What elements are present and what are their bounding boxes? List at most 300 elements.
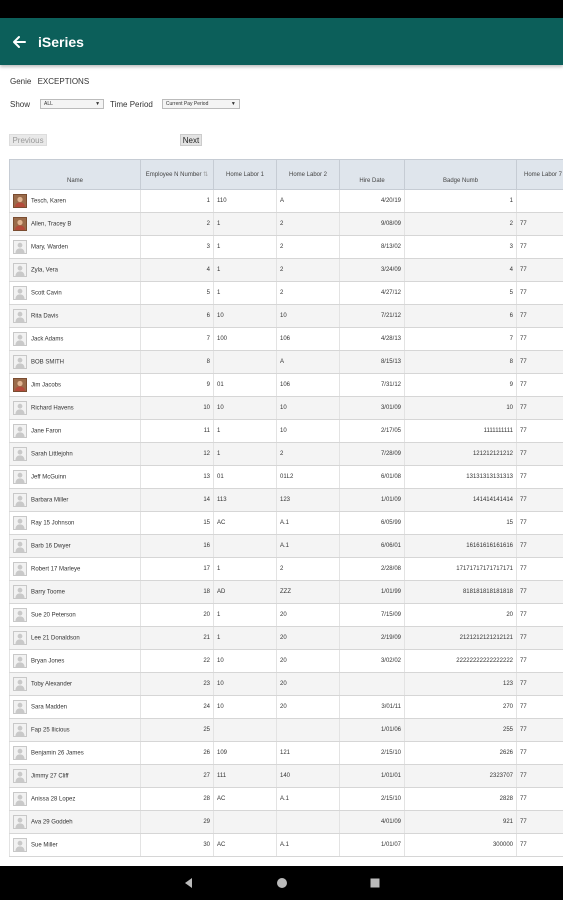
cell-name [10, 535, 141, 558]
employee-name: Mary, Warden [31, 244, 69, 251]
cell-hire-date: 1/01/01 [340, 765, 405, 788]
cell-employee-number: 18 [141, 581, 214, 604]
cell-home-labor-7: 77 [517, 374, 563, 397]
cell-home-labor-7: 77 [517, 627, 563, 650]
cell-hire-date: 7/21/12 [340, 305, 405, 328]
cell-name [10, 834, 141, 857]
cell-name [10, 581, 141, 604]
employee-name: Lee 21 Donaldson [31, 635, 80, 642]
cell-name [10, 512, 141, 535]
cell-name [10, 788, 141, 811]
person-placeholder-icon [13, 447, 27, 461]
cell-hire-date: 2/15/10 [340, 788, 405, 811]
person-placeholder-icon [13, 286, 27, 300]
cell-badge-number: 10 [405, 397, 517, 420]
cell-home-labor-1 [214, 351, 277, 374]
cell-employee-number: 11 [141, 420, 214, 443]
cell-badge-number: 17171717171717171 [405, 558, 517, 581]
person-placeholder-icon [13, 424, 27, 438]
cell-hire-date: 7/28/09 [340, 443, 405, 466]
cell-name [10, 811, 141, 834]
cell-home-labor-7: 77 [517, 397, 563, 420]
cell-employee-number: 4 [141, 259, 214, 282]
cell-home-labor-2: 10 [277, 420, 340, 443]
cell-home-labor-2: 2 [277, 259, 340, 282]
cell-home-labor-1: 110 [214, 190, 277, 213]
time-period-label: Time Period [110, 99, 153, 109]
cell-hire-date: 3/24/09 [340, 259, 405, 282]
cell-hire-date: 3/02/02 [340, 650, 405, 673]
cell-home-labor-7: 77 [517, 673, 563, 696]
person-placeholder-icon [13, 700, 27, 714]
table-row[interactable] [10, 236, 563, 259]
cell-employee-number: 21 [141, 627, 214, 650]
employee-name: Jim Jacobs [31, 382, 62, 389]
app-title: iSeries [38, 33, 84, 50]
cell-home-labor-7: 77 [517, 328, 563, 351]
cell-home-labor-2: 10 [277, 397, 340, 420]
employee-name: Toby Alexander [31, 681, 73, 688]
cell-home-labor-2: 121 [277, 742, 340, 765]
table-row[interactable] [10, 673, 563, 696]
cell-home-labor-1: 1 [214, 558, 277, 581]
cell-home-labor-7: 77 [517, 236, 563, 259]
cell-home-labor-1 [214, 719, 277, 742]
cell-home-labor-2 [277, 811, 340, 834]
cell-badge-number: 4 [405, 259, 517, 282]
cell-name [10, 604, 141, 627]
cell-badge-number: 141414141414 [405, 489, 517, 512]
person-placeholder-icon [13, 585, 27, 599]
cell-name [10, 305, 141, 328]
person-placeholder-icon [13, 631, 27, 645]
employee-name: Barry Toome [31, 589, 65, 596]
table-row[interactable] [10, 420, 563, 443]
employee-name: Bryan Jones [31, 658, 65, 665]
cell-badge-number: 921 [405, 811, 517, 834]
column-header-hire-date[interactable]: Hire Date [340, 160, 405, 190]
cell-home-labor-7: 77 [517, 650, 563, 673]
person-placeholder-icon [13, 240, 27, 254]
cell-name [10, 719, 141, 742]
cell-employee-number: 22 [141, 650, 214, 673]
employee-name: Sue 20 Peterson [31, 612, 76, 619]
employee-name: Ava 29 Goddeh [31, 819, 73, 826]
person-placeholder-icon [13, 332, 27, 346]
table-row[interactable] [10, 604, 563, 627]
show-select[interactable] [40, 99, 104, 109]
cell-home-labor-7: 77 [517, 834, 563, 857]
cell-home-labor-1: 1 [214, 213, 277, 236]
cell-home-labor-2: 2 [277, 236, 340, 259]
nav-home-icon[interactable] [235, 877, 328, 889]
cell-badge-number: 818181818181818 [405, 581, 517, 604]
cell-home-labor-7: 77 [517, 213, 563, 236]
table-row[interactable] [10, 765, 563, 788]
cell-hire-date: 4/20/19 [340, 190, 405, 213]
column-header-home-labor-2[interactable]: Home Labor 2 [277, 160, 340, 190]
cell-home-labor-7: 77 [517, 719, 563, 742]
status-bar [0, 0, 563, 18]
table-row[interactable] [10, 627, 563, 650]
cell-badge-number: 255 [405, 719, 517, 742]
cell-home-labor-7: 77 [517, 765, 563, 788]
table-row[interactable] [10, 443, 563, 466]
system-nav-bar [0, 866, 563, 900]
cell-home-labor-1: 1 [214, 420, 277, 443]
cell-home-labor-7: 77 [517, 811, 563, 834]
cell-home-labor-1: 1 [214, 627, 277, 650]
employee-table [9, 159, 563, 857]
employee-name: Ray 15 Johnson [31, 520, 75, 527]
column-header-name[interactable]: Name [10, 160, 141, 190]
cell-badge-number: 15 [405, 512, 517, 535]
cell-employee-number: 24 [141, 696, 214, 719]
back-arrow-icon[interactable] [4, 27, 34, 57]
table-row[interactable] [10, 581, 563, 604]
employee-name: Anissa 28 Lopez [31, 796, 76, 803]
cell-employee-number: 13 [141, 466, 214, 489]
cell-home-labor-1: AC [214, 834, 277, 857]
cell-home-labor-1: AC [214, 512, 277, 535]
cell-hire-date: 9/08/09 [340, 213, 405, 236]
cell-home-labor-1 [214, 811, 277, 834]
nav-recents-icon[interactable] [328, 877, 421, 889]
cell-badge-number: 22222222222222222 [405, 650, 517, 673]
cell-hire-date: 7/15/09 [340, 604, 405, 627]
employee-photo [13, 194, 27, 208]
cell-employee-number: 1 [141, 190, 214, 213]
cell-home-labor-1: 1 [214, 259, 277, 282]
employee-table-container[interactable] [9, 159, 563, 865]
person-placeholder-icon [13, 355, 27, 369]
cell-home-labor-2: 20 [277, 650, 340, 673]
employee-name: Barbara Miller [31, 497, 69, 504]
person-placeholder-icon [13, 746, 27, 760]
cell-badge-number: 2 [405, 213, 517, 236]
table-row[interactable] [10, 351, 563, 374]
person-placeholder-icon [13, 792, 27, 806]
chevron-down-icon: ▼ [95, 101, 101, 107]
cell-badge-number: 2626 [405, 742, 517, 765]
cell-name [10, 213, 141, 236]
person-placeholder-icon [13, 309, 27, 323]
cell-badge-number: 13131313131313 [405, 466, 517, 489]
cell-home-labor-2: 20 [277, 696, 340, 719]
table-row[interactable] [10, 811, 563, 834]
cell-badge-number: 9 [405, 374, 517, 397]
employee-name: Tesch, Karen [31, 198, 67, 205]
person-placeholder-icon [13, 838, 27, 852]
cell-home-labor-7: 77 [517, 788, 563, 811]
cell-home-labor-7: 77 [517, 696, 563, 719]
cell-home-labor-1: 100 [214, 328, 277, 351]
cell-home-labor-7: 77 [517, 282, 563, 305]
cell-home-labor-1: 10 [214, 696, 277, 719]
cell-employee-number: 23 [141, 673, 214, 696]
table-row[interactable] [10, 535, 563, 558]
cell-employee-number: 29 [141, 811, 214, 834]
cell-home-labor-1: AD [214, 581, 277, 604]
person-placeholder-icon [13, 815, 27, 829]
person-placeholder-icon [13, 562, 27, 576]
employee-photo [13, 217, 27, 231]
cell-employee-number: 20 [141, 604, 214, 627]
time-period-select-value: Current Pay Period [165, 101, 209, 107]
person-placeholder-icon [13, 769, 27, 783]
table-row[interactable] [10, 328, 563, 351]
cell-badge-number: 121212121212 [405, 443, 517, 466]
filter-bar [10, 99, 240, 109]
cell-name [10, 696, 141, 719]
cell-employee-number: 7 [141, 328, 214, 351]
cell-home-labor-7: 77 [517, 443, 563, 466]
cell-hire-date: 2/15/10 [340, 742, 405, 765]
employee-name: Scott Cavin [31, 290, 62, 297]
cell-home-labor-1: 10 [214, 650, 277, 673]
cell-home-labor-2: A [277, 190, 340, 213]
column-header-badge-number[interactable]: Badge Numb [405, 160, 517, 190]
cell-badge-number: 270 [405, 696, 517, 719]
cell-name [10, 259, 141, 282]
cell-employee-number: 27 [141, 765, 214, 788]
person-placeholder-icon [13, 470, 27, 484]
employee-name: Sara Madden [31, 704, 68, 711]
cell-home-labor-2: 01L2 [277, 466, 340, 489]
cell-home-labor-2: 2 [277, 443, 340, 466]
person-placeholder-icon [13, 263, 27, 277]
employee-name: Barb 16 Dwyer [31, 543, 71, 550]
table-row[interactable] [10, 466, 563, 489]
cell-hire-date: 1/01/09 [340, 489, 405, 512]
cell-home-labor-2: A.1 [277, 512, 340, 535]
cell-home-labor-7: 77 [517, 489, 563, 512]
cell-home-labor-2: A.1 [277, 788, 340, 811]
table-row[interactable] [10, 282, 563, 305]
cell-home-labor-1: 01 [214, 466, 277, 489]
cell-hire-date: 1/01/06 [340, 719, 405, 742]
column-header-employee-number[interactable] [141, 160, 214, 190]
cell-badge-number: 1111111111 [405, 420, 517, 443]
cell-badge-number: 16161616161616 [405, 535, 517, 558]
cell-name [10, 190, 141, 213]
cell-hire-date [340, 673, 405, 696]
table-row[interactable] [10, 696, 563, 719]
table-row[interactable] [10, 650, 563, 673]
cell-badge-number: 20 [405, 604, 517, 627]
nav-back-icon[interactable] [142, 877, 235, 889]
person-placeholder-icon [13, 516, 27, 530]
cell-home-labor-2: 123 [277, 489, 340, 512]
cell-home-labor-1: AC [214, 788, 277, 811]
employee-name: Robert 17 Marleye [31, 566, 81, 573]
employee-name: Jimmy 27 Cliff [31, 773, 69, 780]
app-bar [0, 18, 563, 65]
cell-home-labor-7: 77 [517, 604, 563, 627]
cell-home-labor-2: A [277, 351, 340, 374]
cell-employee-number: 30 [141, 834, 214, 857]
cell-badge-number: 2828 [405, 788, 517, 811]
cell-name [10, 650, 141, 673]
table-row[interactable] [10, 213, 563, 236]
cell-home-labor-1 [214, 535, 277, 558]
cell-employee-number: 26 [141, 742, 214, 765]
cell-home-labor-7: 77 [517, 351, 563, 374]
column-header-home-labor-7[interactable]: Home Labor 7 [517, 160, 563, 190]
employee-name: Rita Davis [31, 313, 59, 320]
cell-employee-number: 2 [141, 213, 214, 236]
cell-home-labor-7: 77 [517, 305, 563, 328]
cell-hire-date: 6/06/01 [340, 535, 405, 558]
employee-photo [13, 378, 27, 392]
cell-hire-date: 8/13/02 [340, 236, 405, 259]
cell-badge-number: 1 [405, 190, 517, 213]
cell-employee-number: 8 [141, 351, 214, 374]
cell-badge-number: 7 [405, 328, 517, 351]
cell-employee-number: 9 [141, 374, 214, 397]
employee-name: Jack Adams [31, 336, 64, 343]
cell-employee-number: 14 [141, 489, 214, 512]
cell-employee-number: 15 [141, 512, 214, 535]
cell-home-labor-1: 10 [214, 305, 277, 328]
cell-name [10, 420, 141, 443]
table-row[interactable] [10, 374, 563, 397]
genie-line [10, 77, 89, 86]
cell-badge-number: 3 [405, 236, 517, 259]
cell-home-labor-7: 77 [517, 420, 563, 443]
show-label: Show [10, 99, 31, 109]
cell-hire-date: 4/27/12 [340, 282, 405, 305]
cell-home-labor-7 [517, 190, 563, 213]
table-body [10, 190, 563, 857]
person-placeholder-icon [13, 493, 27, 507]
table-row[interactable] [10, 397, 563, 420]
previous-button[interactable]: Previous [9, 134, 47, 146]
cell-home-labor-2: A.1 [277, 535, 340, 558]
cell-employee-number: 17 [141, 558, 214, 581]
employee-name: Benjamin 26 James [31, 750, 84, 757]
cell-home-labor-1: 1 [214, 604, 277, 627]
cell-home-labor-1: 10 [214, 397, 277, 420]
cell-home-labor-2: A.1 [277, 834, 340, 857]
cell-name [10, 627, 141, 650]
cell-name [10, 282, 141, 305]
next-button[interactable]: Next [180, 134, 202, 146]
table-header-row [10, 160, 563, 190]
cell-badge-number: 123 [405, 673, 517, 696]
cell-hire-date: 6/05/99 [340, 512, 405, 535]
cell-home-labor-1: 01 [214, 374, 277, 397]
cell-home-labor-1: 1 [214, 236, 277, 259]
cell-home-labor-1: 10 [214, 673, 277, 696]
employee-name: Jane Faron [31, 428, 62, 435]
table-row[interactable] [10, 259, 563, 282]
cell-home-labor-1: 1 [214, 443, 277, 466]
cell-name [10, 466, 141, 489]
cell-hire-date: 2/17/05 [340, 420, 405, 443]
table-row[interactable] [10, 834, 563, 857]
cell-home-labor-2: 106 [277, 374, 340, 397]
sort-arrows-icon: ⇅ [203, 171, 209, 178]
cell-home-labor-2: 10 [277, 305, 340, 328]
chevron-down-icon: ▼ [230, 101, 236, 107]
table-row[interactable] [10, 742, 563, 765]
column-header-home-labor-1[interactable]: Home Labor 1 [214, 160, 277, 190]
time-period-select[interactable] [162, 99, 240, 109]
cell-home-labor-2: 106 [277, 328, 340, 351]
cell-home-labor-2: 20 [277, 604, 340, 627]
person-placeholder-icon [13, 723, 27, 737]
cell-home-labor-7: 77 [517, 535, 563, 558]
cell-hire-date: 1/01/99 [340, 581, 405, 604]
cell-hire-date: 3/01/11 [340, 696, 405, 719]
cell-badge-number: 300000 [405, 834, 517, 857]
table-row[interactable] [10, 788, 563, 811]
cell-employee-number: 12 [141, 443, 214, 466]
cell-name [10, 397, 141, 420]
cell-employee-number: 28 [141, 788, 214, 811]
table-row[interactable] [10, 512, 563, 535]
table-row[interactable] [10, 719, 563, 742]
cell-home-labor-1: 1 [214, 282, 277, 305]
cell-name [10, 351, 141, 374]
cell-name [10, 374, 141, 397]
person-placeholder-icon [13, 539, 27, 553]
cell-name [10, 443, 141, 466]
cell-hire-date: 1/01/07 [340, 834, 405, 857]
cell-badge-number: 6 [405, 305, 517, 328]
cell-name [10, 489, 141, 512]
cell-name [10, 765, 141, 788]
employee-name: Jeff McGuinn [31, 474, 67, 481]
cell-hire-date: 4/28/13 [340, 328, 405, 351]
cell-badge-number: 2121212121212121 [405, 627, 517, 650]
employee-name: Allen, Tracey B [31, 221, 72, 228]
column-header-employee-number-label: Employee N Number [145, 171, 202, 178]
cell-badge-number: 8 [405, 351, 517, 374]
cell-name [10, 236, 141, 259]
cell-employee-number: 16 [141, 535, 214, 558]
cell-employee-number: 6 [141, 305, 214, 328]
cell-home-labor-2: ZZZ [277, 581, 340, 604]
cell-name [10, 673, 141, 696]
table-row[interactable] [10, 489, 563, 512]
cell-badge-number: 5 [405, 282, 517, 305]
cell-hire-date: 3/01/09 [340, 397, 405, 420]
employee-name: Sarah Littlejohn [31, 451, 73, 458]
cell-employee-number: 10 [141, 397, 214, 420]
employee-name: Zyla, Vera [31, 267, 59, 274]
show-select-value: ALL [44, 101, 53, 107]
table-row[interactable] [10, 190, 563, 213]
cell-home-labor-7: 77 [517, 558, 563, 581]
cell-home-labor-1: 109 [214, 742, 277, 765]
employee-name: Sue Miller [31, 842, 58, 849]
cell-home-labor-2: 140 [277, 765, 340, 788]
person-placeholder-icon [13, 654, 27, 668]
cell-home-labor-7: 77 [517, 259, 563, 282]
table-row[interactable] [10, 558, 563, 581]
cell-employee-number: 5 [141, 282, 214, 305]
cell-hire-date: 4/01/09 [340, 811, 405, 834]
cell-home-labor-2: 2 [277, 282, 340, 305]
table-row[interactable] [10, 305, 563, 328]
genie-label: Genie [10, 77, 32, 86]
cell-home-labor-1: 113 [214, 489, 277, 512]
cell-home-labor-2: 2 [277, 213, 340, 236]
employee-name: Fap 25 Ilicious [31, 727, 70, 734]
cell-home-labor-7: 77 [517, 742, 563, 765]
